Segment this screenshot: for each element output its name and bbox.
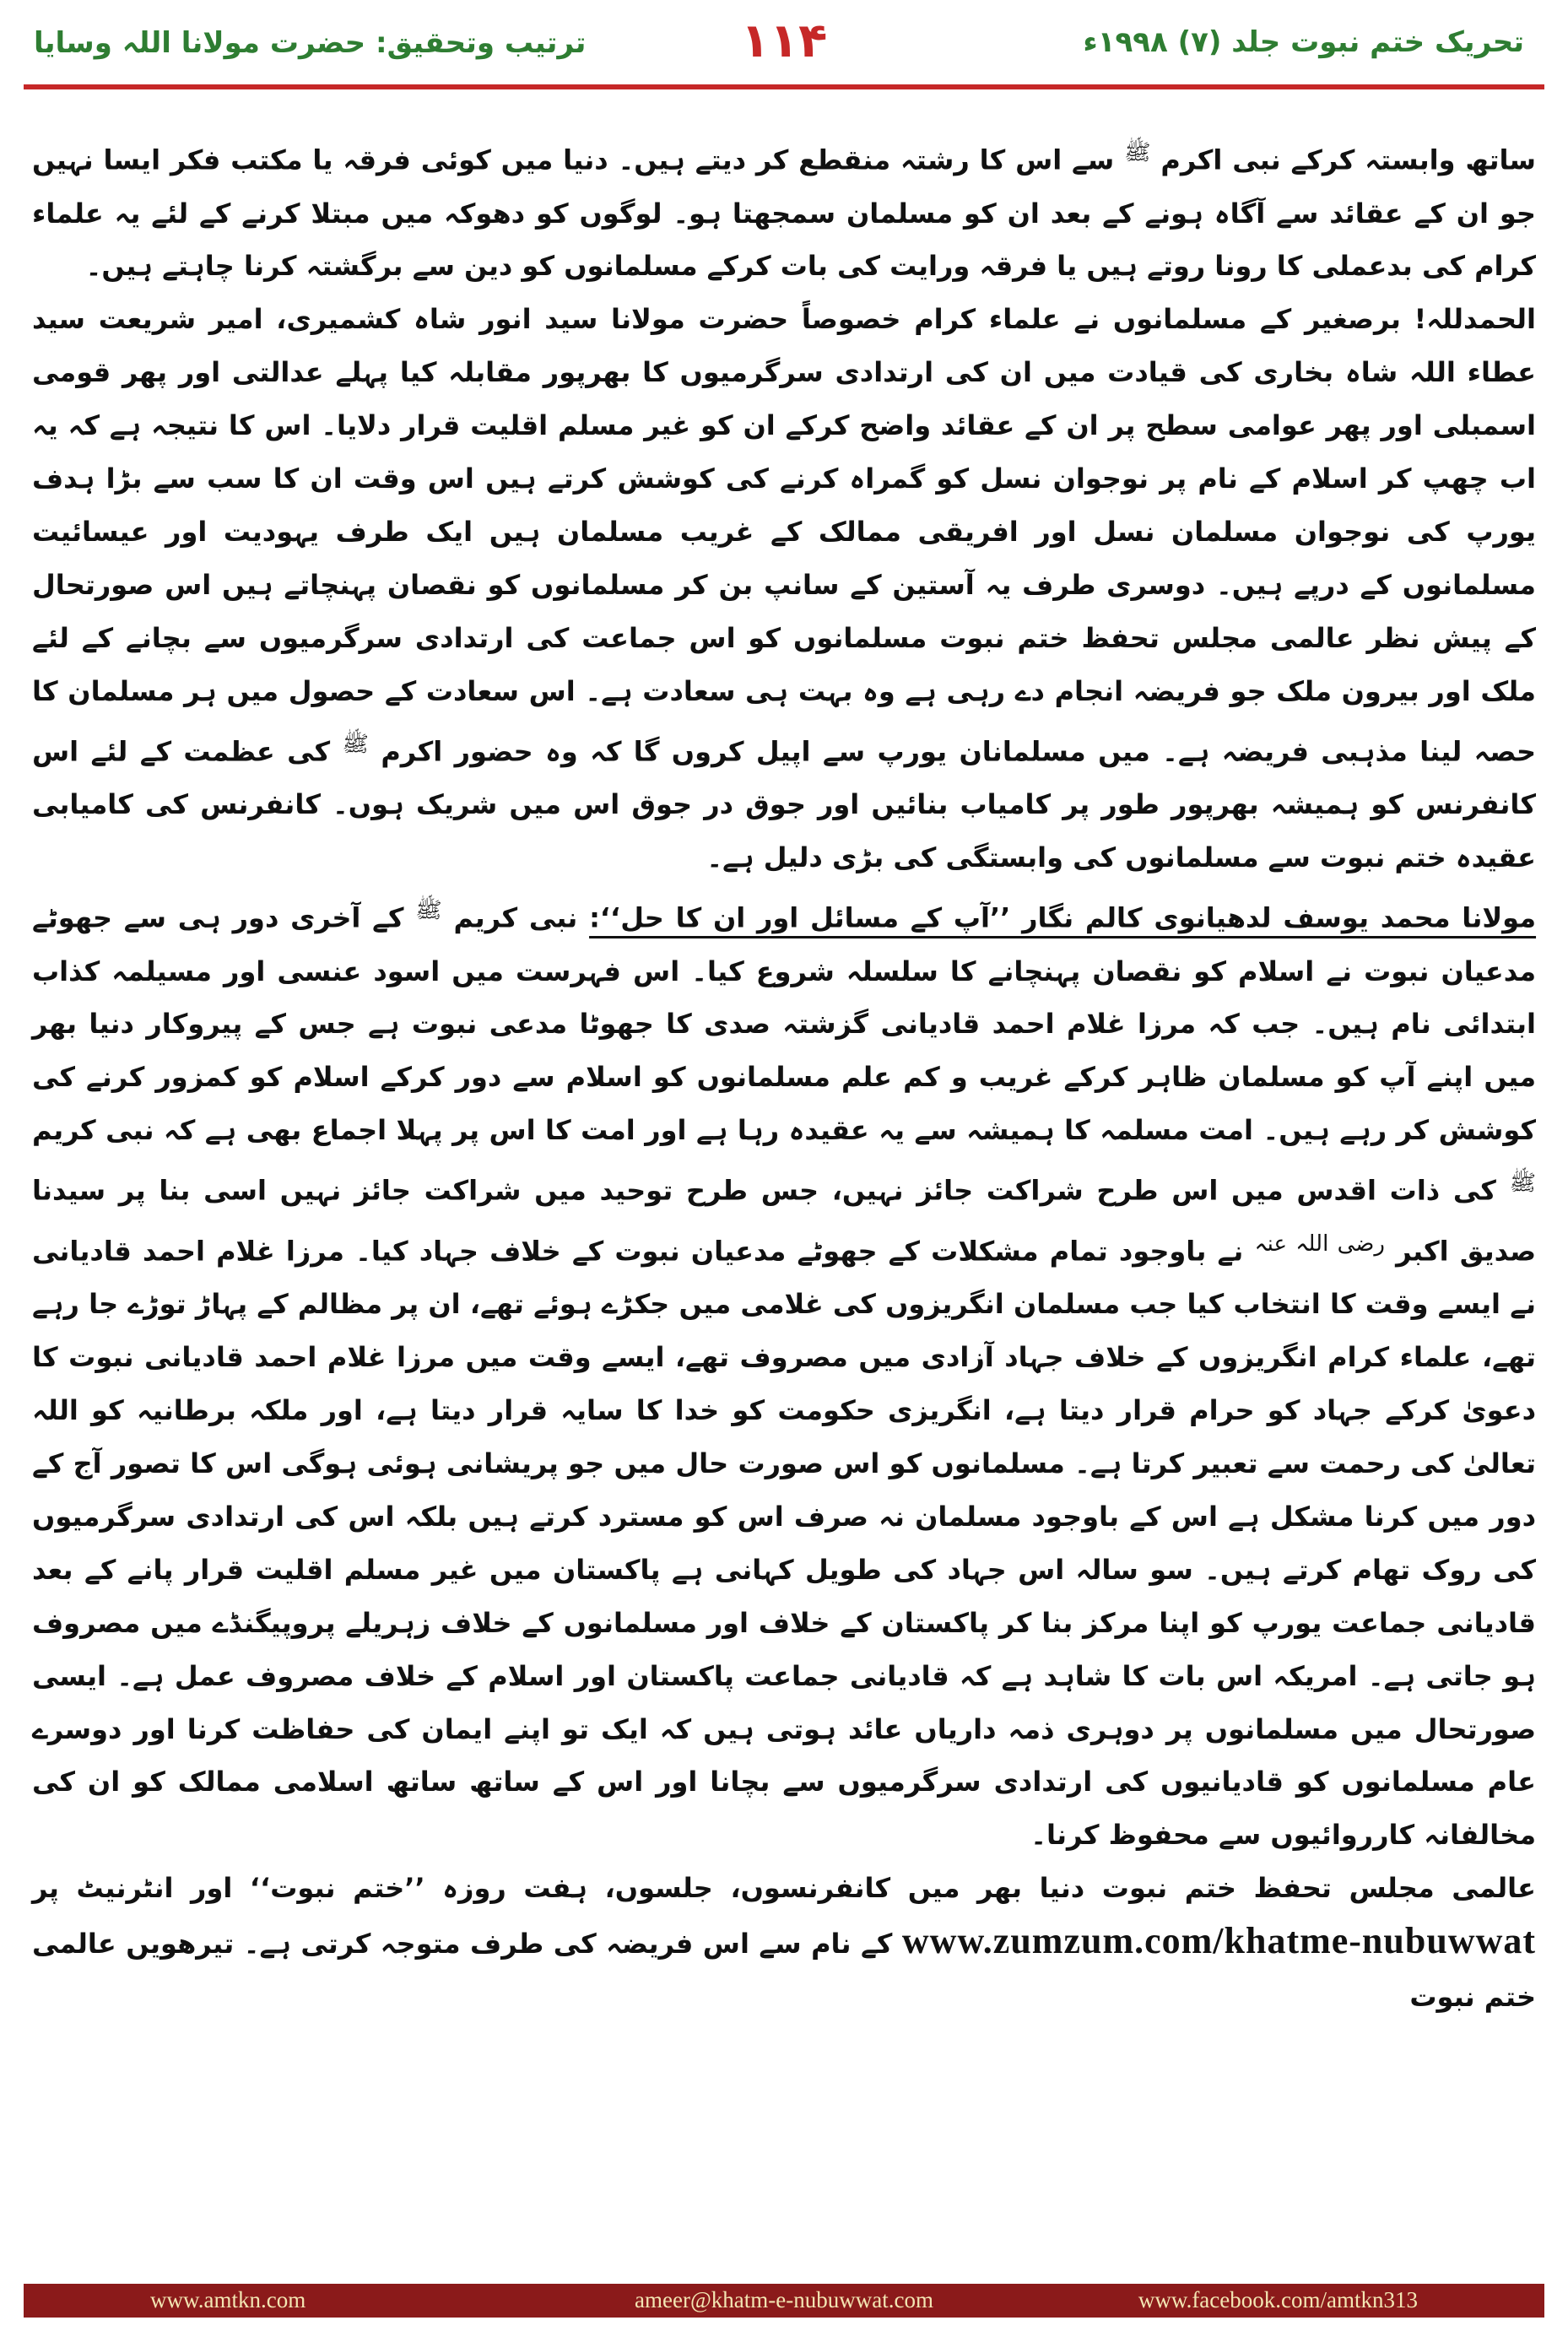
salutation-mark: ﷺ <box>415 898 442 923</box>
paragraph-2: الحمدللہ! برصغیر کے مسلمانوں نے علماء کرام خصوصاً حضرت مولانا سید انور شاہ کشمیری، امیر شریعت سید عطاء اللہ شاہ بخاری کی قیادت میں ان کی ارتدادی سرگرمیوں کا بھرپور مقابلہ کیا پہلے عدالتی اور پھر قومی اسمبلی اور پھر عوامی سطح پر ان کے عقائد واضح کرکے ان کو غیر مسلم اقلیت قرار دلایا۔ اس کا نتیجہ ہے کہ یہ اب چھپ کر اسلام کے نام پر نوجوان نسل کو گمراہ کرنے کی کوشش کرتے ہیں اس وقت ان کا سب سے بڑا ہدف یورپ کی نوجوان مسلمان نسل اور افریقی ممالک کے غریب مسلمان ہیں ایک طرف یہودیت اور عیسائیت مسلمانوں کے درپے ہیں۔ دوسری طرف یہ آستین کے سانپ بن کر مسلمانوں کو نقصان پہنچاتے ہیں اس صورتحال کے پیش نظر عالمی مجلس تحفظ ختم نبوت مسلمانوں کو اس جماعت کی ارتدادی سرگرمیوں سے بچانے کے لئے ملک اور بیرون ملک جو فریضہ انجام دے رہی ہے وہ بہت ہی سعادت ہے۔ اس سعادت کے حصول میں ہر مسلمان کا حصہ لینا مذہبی فریضہ ہے۔ میں مسلمانان یورپ سے اپیل کروں گا کہ وہ حضور اکرم $^ﷺ$ کی عظمت کے لئے اس کانفرنس کو ہمیشہ بھرپور طور پر کامیاب بنائیں اور جوق در جوق اس میں شریک ہوں۔ کانفرنس کی کامیابی عقیدہ ختم نبوت سے مسلمانوں کی وابستگی کی بڑی دلیل ہے۔ <box>32 303 1537 874</box>
compiler-credit: ترتیب وتحقیق: حضرت مولانا اللہ وسایا <box>34 26 587 60</box>
salutation-mark: ﷺ <box>342 731 369 757</box>
footer-facebook-link[interactable]: www.facebook.com/amtkn313 <box>1138 2287 1418 2312</box>
paragraph-1: ساتھ وابستہ کرکے نبی اکرم $^ﷺ$ سے اس کا رشتہ منقطع کر دیتے ہیں۔ دنیا میں کوئی فرقہ یا مکتب فکر ایسا نہیں جو ان کے عقائد سے آگاہ ہونے کے بعد ان کو مسلمان سمجھتا ہو۔ لوگوں کو دھوکہ میں مبتلا کرنے کے لئے یہ علماء کرام کی بدعملی کا رونا روتے ہیں یا فرقہ ورایت کی بات کرکے مسلمانوں کو دین سے برگشتہ کرنا چاہتے ہیں۔ <box>32 140 1537 283</box>
book-title: تحریک ختم نبوت جلد (۷) ۱۹۹۸ء <box>1083 25 1524 59</box>
page-footer <box>24 2284 1544 2318</box>
section-subheading: مولانا محمد یوسف لدھیانوی کالم نگار ’’آپ کے مسائل اور ان کا حل‘‘: <box>589 901 1537 934</box>
paragraph-3: مولانا محمد یوسف لدھیانوی کالم نگار ’’آپ کے مسائل اور ان کا حل‘‘: نبی کریم $^ﷺ$ کے آخری دور ہی سے جھوٹے مدعیان نبوت نے اسلام کو نقصان پہنچانے کا سلسلہ شروع کیا۔ اس فہرست میں اسود عنسی اور مسیلمہ کذاب ابتدائی نام ہیں۔ جب کہ مرزا غلام احمد قادیانی گزشتہ صدی کا جھوٹا مدعی نبوت ہے جس کے پیروکار دنیا بھر میں اپنے آپ کو مسلمان ظاہر کرکے غریب و کم علم مسلمانوں کو اسلام سے دور کرکے اسلام کو کمزور کرنے کی کوشش کر رہے ہیں۔ امت مسلمہ کا ہمیشہ سے یہ عقیدہ رہا ہے اور امت کا اس پر پہلا اجماع بھی ہے کہ نبی کریم $^ﷺ$ کی ذات اقدس میں اس طرح شراکت جائز نہیں، جس طرح توحید میں شراکت جائز نہیں اسی بنا پر سیدنا صدیق اکبر $^{رضی اللہ عنہ}$ نے باوجود تمام مشکلات کے جھوٹے مدعیان نبوت کے خلاف جہاد کیا۔ مرزا غلام احمد قادیانی نے ایسے وقت کا انتخاب کیا جب مسلمان انگریزوں کی غلامی میں جکڑے ہوئے تھے، ان پر مظالم کے پہاڑ توڑے جا رہے تھے، علماء کرام انگریزوں کے خلاف جہاد آزادی میں مصروف تھے، ایسے وقت میں مرزا غلام احمد قادیانی نبوت کا دعویٰ کرکے جہاد کو حرام قرار دیتا ہے، انگریزی حکومت کو خدا کا سایہ قرار دیتا ہے، اور ملکہ برطانیہ کو اللہ تعالیٰ کی رحمت سے تعبیر کرتا ہے۔ مسلمانوں کو اس صورت حال میں جو پریشانی ہوئی ہوگی اس کا تصور آج کے دور میں کرنا مشکل ہے اس کے باوجود مسلمان نہ صرف اس کو مسترد کرتے ہیں بلکہ اس کی ارتدادی سرگرمیوں کی روک تھام کرتے ہیں۔ سو سالہ اس جہاد کی طویل کہانی ہے پاکستان میں غیر مسلم اقلیت قرار پانے کے بعد قادیانی جماعت یورپ کو اپنا مرکز بنا کر پاکستان کے خلاف اور مسلمانوں کے خلاف زہریلے پروپیگنڈے میں مصروف ہو جاتی ہے۔ امریکہ اس بات کا شاہد ہے کہ قادیانی جماعت پاکستان اور اسلام کے خلاف مصروف عمل ہے۔ ایسی صورتحال میں مسلمانوں پر دوہری ذمہ داریاں عائد ہوتی ہیں کہ ایک تو اپنے ایمان کی حفاظت کرنا اور دوسرے عام مسلمانوں کو قادیانیوں کی ارتدادی سرگرمیوں سے بچانا اور اس کے ساتھ ساتھ اسلامی ممالک کو ان کی مخالفانہ کارروائیوں سے محفوظ کرنا۔ <box>32 898 1537 1852</box>
salutation-mark: ﷺ <box>1509 1171 1537 1197</box>
salutation-mark: ﷺ <box>1124 140 1151 165</box>
page-header <box>0 0 1568 84</box>
article-body <box>32 127 1536 2024</box>
footer-email-link[interactable]: ameer@khatm-e-nubuwwat.com <box>635 2287 933 2312</box>
page-number: ۱۱۴ <box>740 14 828 68</box>
salutation-mark: رضی اللہ عنہ <box>1254 1230 1385 1257</box>
website-link[interactable]: www.zumzum.com/khatme-nubuwwat <box>901 1920 1537 1962</box>
footer-website-link[interactable]: www.amtkn.com <box>150 2287 306 2312</box>
paragraph-4: عالمی مجلس تحفظ ختم نبوت دنیا بھر میں کانفرنسوں، جلسوں، ہفت روزہ ’’ختم نبوت‘‘ اور انٹرنیٹ پر www.zumzum.com/khatme-nubuwwat کے نام سے اس فریضہ کی طرف متوجہ کرتی ہے۔ تیرھویں عالمی ختم نبوت <box>32 1872 1537 2014</box>
header-rule <box>24 84 1544 89</box>
